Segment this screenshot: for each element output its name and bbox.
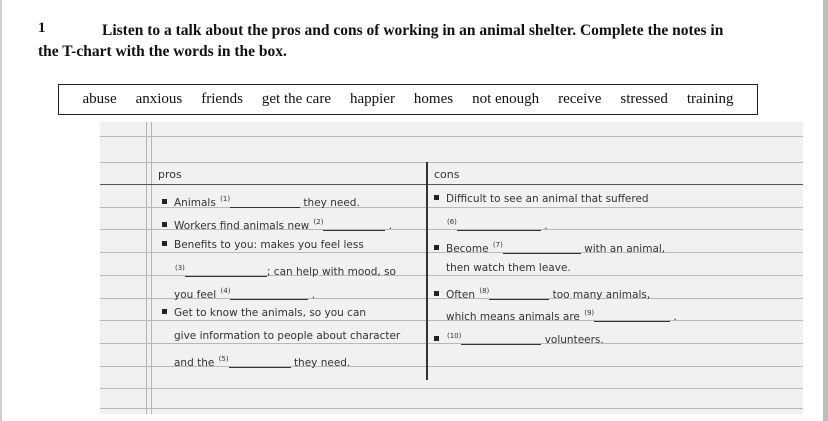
answer-blank[interactable] [230, 290, 308, 300]
blank-number: (7) [492, 241, 503, 249]
word-box-item: abuse [82, 91, 117, 107]
pros-note-4-cont: and the $^{(5)}$ they need. [174, 355, 351, 369]
notebook-margin-line [146, 122, 147, 414]
answer-blank[interactable] [457, 221, 541, 231]
blank-number: (4) [220, 287, 231, 295]
word-box-item: stressed [620, 91, 668, 107]
cons-note-4: $^{(10)}$ volunteers. [434, 329, 604, 347]
word-box-item: homes [413, 91, 454, 107]
notebook-ruled-line [100, 388, 803, 389]
word-box-item: training [686, 91, 734, 107]
bullet-icon [162, 199, 167, 204]
exercise-instructions: Listen to a talk about the pros and cons of working in an animal shelter. Complete the notes in the T-chart with the words in the box. [38, 22, 724, 60]
pros-note-4-cont: give information to people about character [174, 330, 401, 342]
answer-blank[interactable] [185, 267, 267, 277]
pros-note-3-cont: you feel $^{(4)}$ . [174, 287, 316, 301]
notebook-ruled-line [100, 408, 803, 409]
cons-note-1: Difficult to see an animal that suffered [434, 192, 649, 206]
word-box-item: get the care [261, 91, 331, 107]
bullet-icon [434, 291, 439, 296]
pros-note-1: Animals $^{(1)}$ they need. [162, 192, 360, 210]
answer-blank[interactable] [503, 244, 581, 254]
exercise-number: 1 [38, 20, 46, 36]
pros-note-4: Get to know the animals, so you can [162, 306, 366, 320]
word-box-item: receive [558, 91, 602, 107]
answer-blank[interactable] [489, 290, 549, 300]
cons-note-2: Become $^{(7)}$ with an animal, [434, 238, 665, 256]
answer-blank[interactable] [229, 358, 291, 368]
notebook-ruled-line [100, 136, 803, 137]
bullet-icon [434, 336, 439, 341]
word-box [58, 84, 758, 115]
bullet-icon [162, 309, 167, 314]
notebook-margin-line [151, 122, 152, 414]
page-edge-left [0, 0, 2, 421]
blank-number: (10) [447, 332, 462, 340]
answer-blank[interactable] [323, 221, 385, 231]
word-box-item: anxious [135, 91, 183, 107]
answer-blank[interactable] [594, 312, 670, 322]
blank-number: (2) [313, 218, 324, 226]
bullet-icon [434, 195, 439, 200]
blank-number: (9) [584, 309, 595, 317]
word-box-item: friends [201, 91, 243, 107]
t-chart-notebook [100, 122, 803, 414]
answer-blank[interactable] [230, 198, 300, 208]
cons-note-3-cont: which means animals are $^{(9)}$ . [446, 309, 677, 323]
blank-number: (8) [479, 287, 490, 295]
cons-note-1-cont: $^{(6)}$ . [447, 218, 548, 232]
t-chart-divider [426, 162, 428, 380]
bullet-icon [162, 222, 167, 227]
bullet-icon [162, 241, 167, 246]
notebook-ruled-line [100, 162, 803, 163]
cons-heading: cons [434, 168, 460, 181]
word-box-item: not enough [472, 91, 540, 107]
blank-number: (6) [447, 218, 457, 226]
pros-note-3: Benefits to you: makes you feel less [162, 238, 364, 252]
answer-blank[interactable] [461, 335, 541, 345]
cons-note-2-cont: then watch them leave. [446, 262, 571, 274]
blank-number: (5) [218, 355, 229, 363]
pros-note-3-cont: $^{(3)}$ ; can help with mood, so [175, 264, 396, 278]
pros-note-2: Workers find animals new $^{(2)}$ . [162, 215, 392, 233]
bullet-icon [434, 245, 439, 250]
page-edge-right [823, 0, 828, 421]
cons-note-3: Often $^{(8)}$ too many animals, [434, 284, 650, 302]
blank-number: (3) [175, 264, 185, 272]
blank-number: (1) [220, 195, 231, 203]
word-box-item: happier [349, 91, 395, 107]
t-chart-header-line [100, 184, 803, 185]
pros-heading: pros [158, 168, 182, 181]
